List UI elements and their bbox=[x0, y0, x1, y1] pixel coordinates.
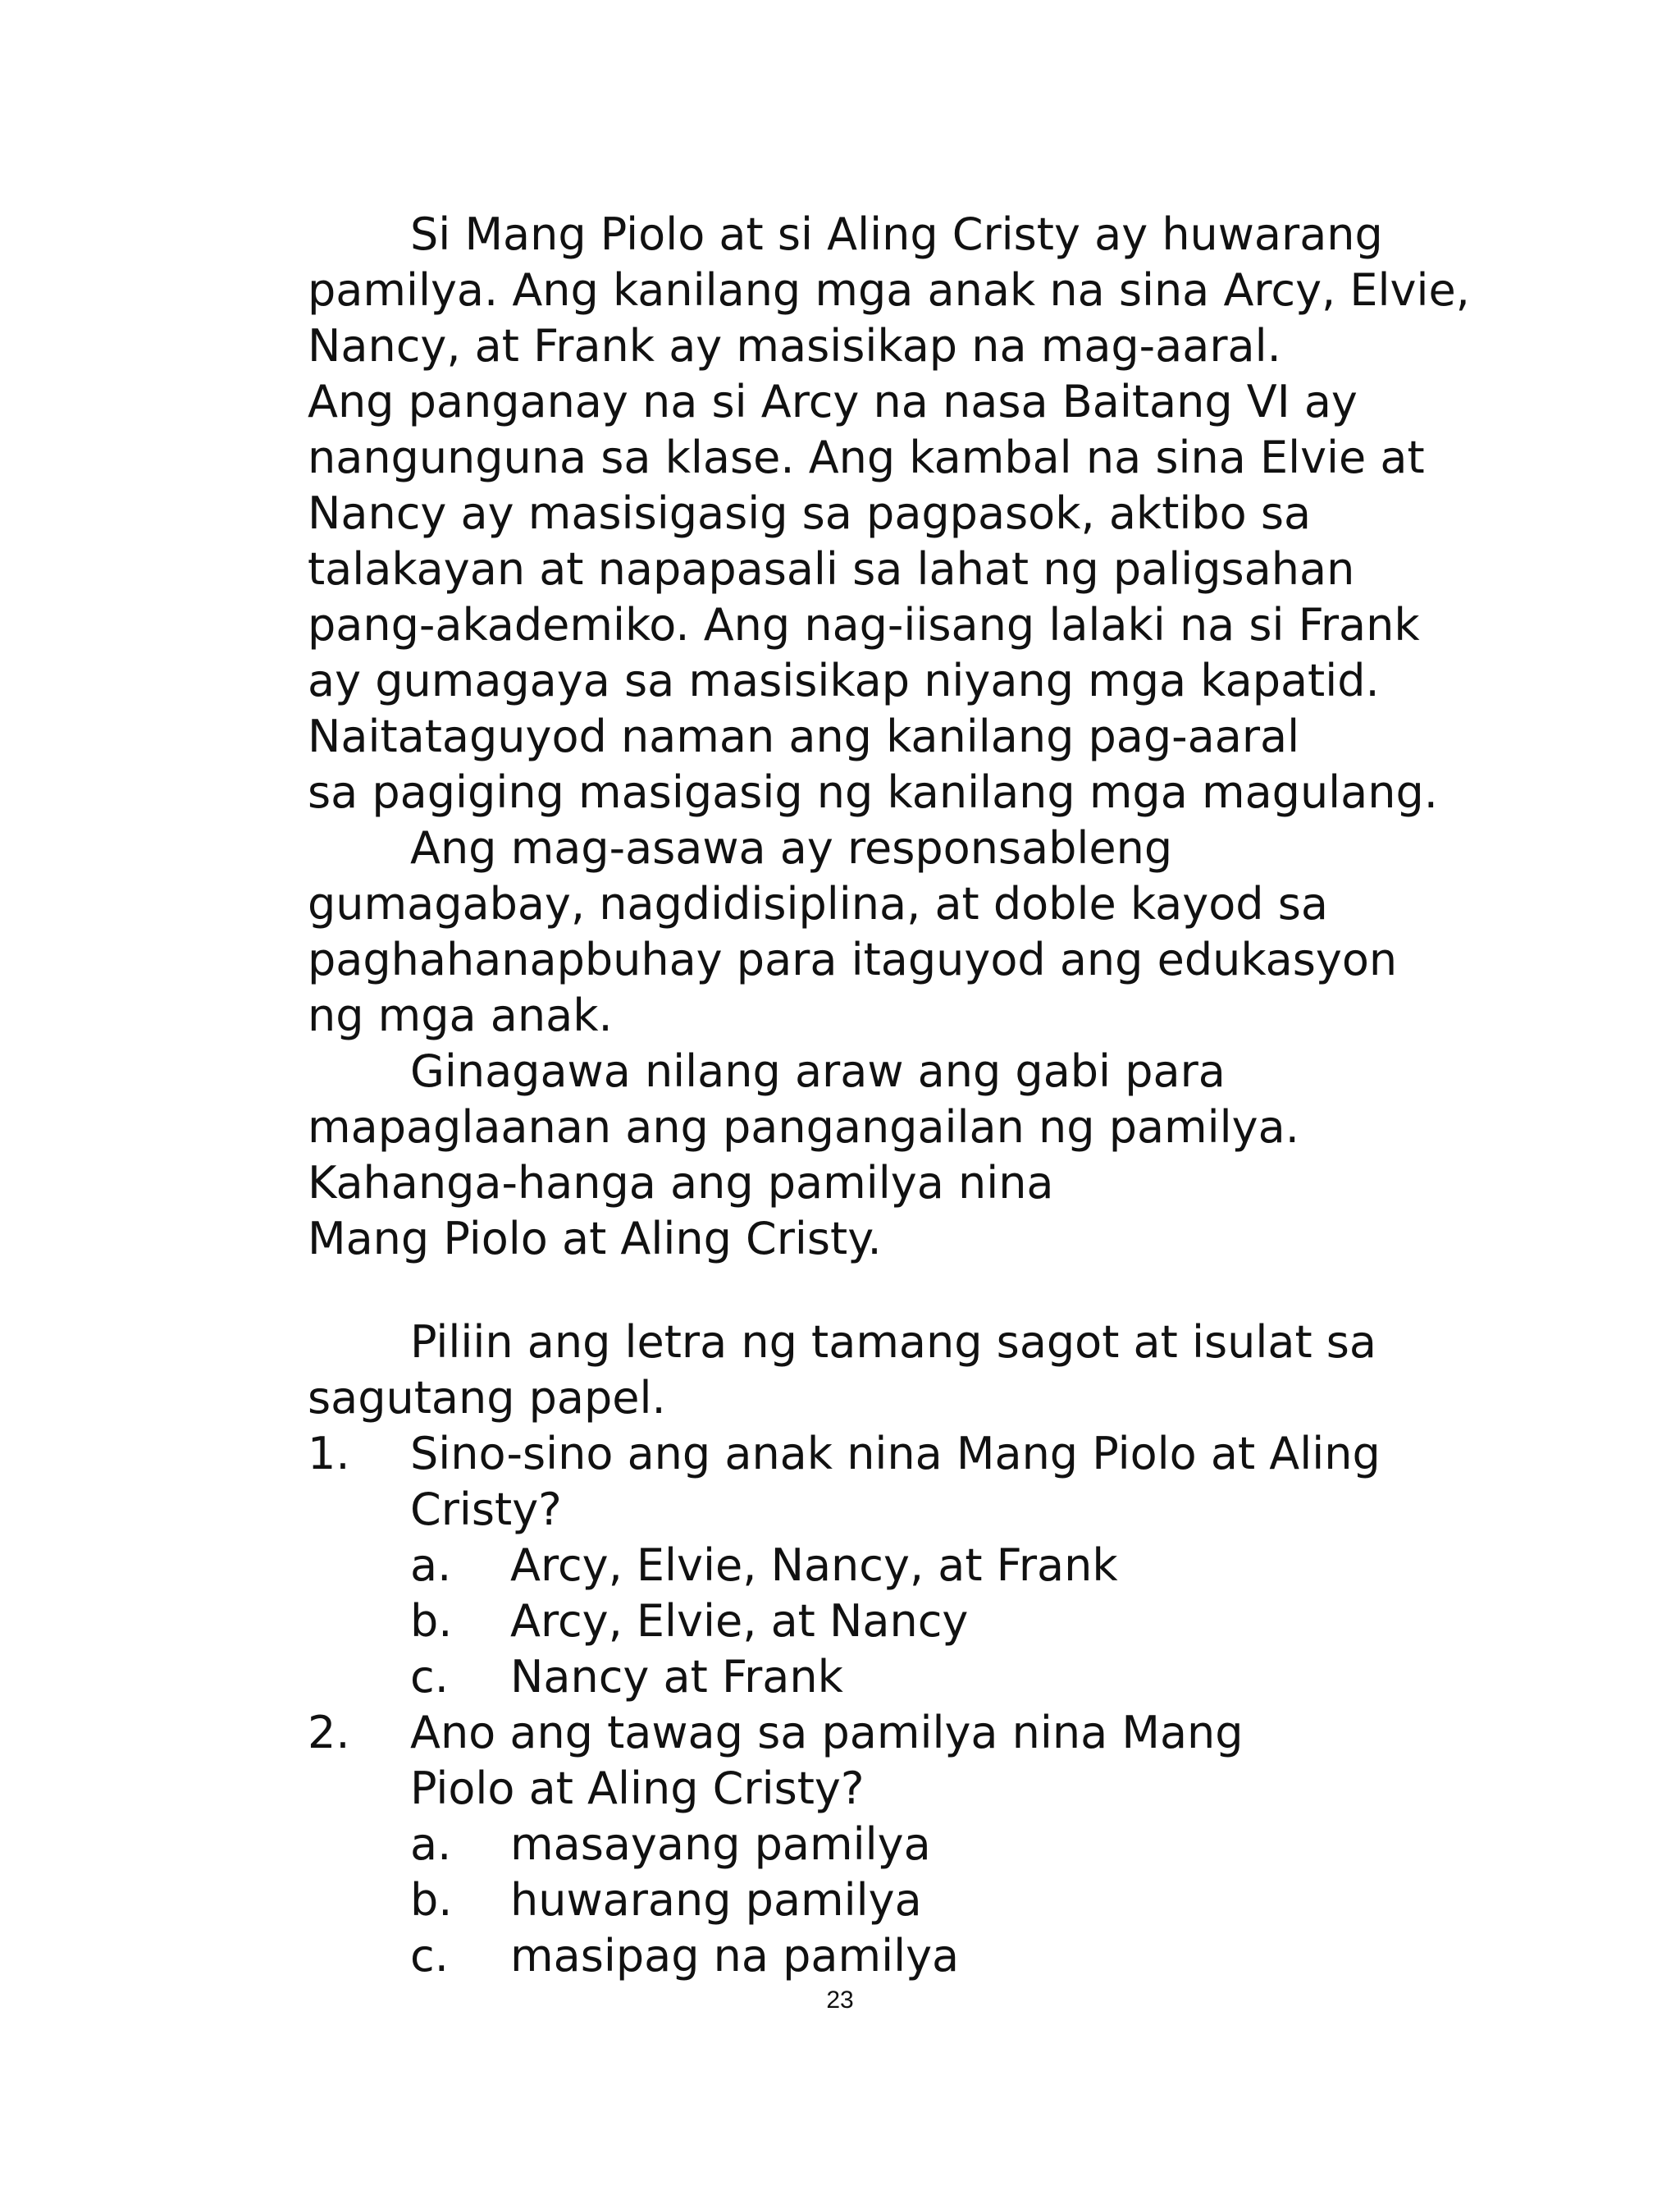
passage-line: Mang Piolo at Aling Cristy. bbox=[308, 1213, 882, 1264]
question-text: Cristy? bbox=[410, 1484, 562, 1535]
option-letter: a. bbox=[410, 1539, 452, 1591]
passage-line: Nancy ay masisigasig sa pagpasok, aktibo sa bbox=[308, 487, 1312, 539]
option-letter: b. bbox=[410, 1595, 453, 1647]
option-text: huwarang pamilya bbox=[510, 1874, 922, 1926]
passage-line: Kahanga-hanga ang pamilya nina bbox=[308, 1157, 1054, 1209]
passage-line: Nancy, at Frank ay masisikap na mag-aaral. bbox=[308, 320, 1281, 372]
option-text: Arcy, Elvie, Nancy, at Frank bbox=[510, 1539, 1118, 1591]
passage-line: ay gumagaya sa masisikap niyang mga kapatid. bbox=[308, 655, 1380, 706]
passage-line: gumagabay, nagdidisiplina, at doble kayod sa bbox=[308, 878, 1328, 930]
passage-line: Ang mag-asawa ay responsableng bbox=[410, 822, 1173, 874]
option-letter: c. bbox=[410, 1930, 449, 1982]
passage-line: Ang panganay na si Arcy na nasa Baitang VI ay bbox=[308, 376, 1358, 427]
question-text: Piolo at Aling Cristy? bbox=[410, 1763, 865, 1814]
passage-line: Naitataguyod naman ang kanilang pag-aaral bbox=[308, 711, 1300, 762]
option-letter: a. bbox=[410, 1818, 452, 1870]
question-number: 2. bbox=[308, 1707, 350, 1758]
passage-line: talakayan at napapasali sa lahat ng paligsahan bbox=[308, 543, 1355, 595]
option-letter: c. bbox=[410, 1651, 449, 1703]
instruction-line: sagutang papel. bbox=[308, 1372, 666, 1424]
passage-line: ng mga anak. bbox=[308, 990, 613, 1041]
passage-line: Si Mang Piolo at si Aling Cristy ay huwarang bbox=[410, 208, 1383, 260]
option-text: masayang pamilya bbox=[510, 1818, 931, 1870]
page-number: 23 bbox=[826, 1987, 854, 2014]
passage-line: nangunguna sa klase. Ang kambal na sina Elvie at bbox=[308, 432, 1425, 483]
passage-line: paghahanapbuhay para itaguyod ang edukasyon bbox=[308, 934, 1398, 985]
passage-line: Ginagawa nilang araw ang gabi para bbox=[410, 1045, 1226, 1097]
question-number: 1. bbox=[308, 1428, 350, 1479]
option-letter: b. bbox=[410, 1874, 453, 1926]
passage-line: pamilya. Ang kanilang mga anak na sina Arcy, Elvie, bbox=[308, 264, 1470, 316]
passage-line: sa pagiging masigasig ng kanilang mga magulang. bbox=[308, 766, 1438, 818]
passage-line: mapaglaanan ang pangangailan ng pamilya. bbox=[308, 1101, 1299, 1153]
passage-line: pang-akademiko. Ang nag-iisang lalaki na si Frank bbox=[308, 599, 1420, 651]
option-text: Nancy at Frank bbox=[510, 1651, 843, 1703]
option-text: Arcy, Elvie, at Nancy bbox=[510, 1595, 969, 1647]
option-text: masipag na pamilya bbox=[510, 1930, 960, 1982]
question-text: Ano ang tawag sa pamilya nina Mang bbox=[410, 1707, 1244, 1758]
instruction-line: Piliin ang letra ng tamang sagot at isulat sa bbox=[410, 1316, 1377, 1368]
question-text: Sino-sino ang anak nina Mang Piolo at Aling bbox=[410, 1428, 1381, 1479]
